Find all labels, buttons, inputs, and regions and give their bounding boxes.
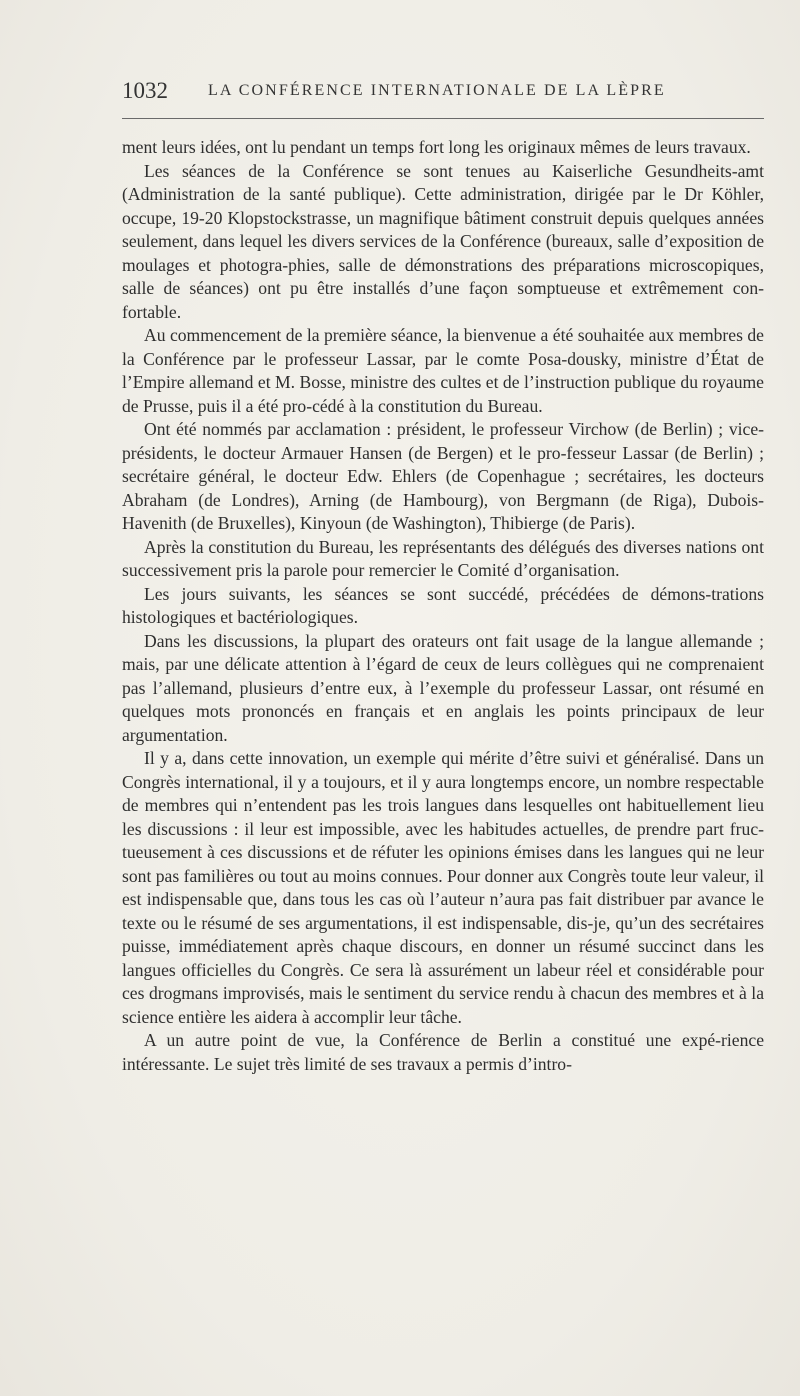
- header-rule: [122, 118, 764, 119]
- paragraph-innovation: Il y a, dans cette innovation, un exemple qui mérite d’être suivi et généralisé. Dans un Congrès international, il y a toujours, et il y aura longtemps encore, un nombre respectable de membres qui n’entendent pas les trois langues dans lesquelles ont habituellement lieu les discussions : il leur est impossible, avec les habitudes actuelles, de prendre part fruc-tueusement à ces discussions et de réfuter les opinions émises dans les langues qui ne leur sont pas familières ou tout au moins connues. Pour donner aux Congrès toute leur valeur, il est indispensable que, dans tous les cas où l’auteur n’aura pas fait distribuer par avance le texte ou le résumé de ses argumentations, il est indispensable, dis-je, qu’un des secrétaires puisse, immédiatement après chaque discours, en donner un résumé succinct dans les langues officielles du Congrès. Ce sera là assurément un labeur réel et considérable pour ces drogmans improvisés, mais le sentiment du service rendu à chacun des membres et à la science entière les aidera à accomplir leur tâche.: [122, 748, 764, 1027]
- paragraph-discussions: Dans les discussions, la plupart des orateurs ont fait usage de la langue allemande ; mais, par une délicate attention à l’égard de ceux de leurs collègues qui ne comprenaient pas l’allemand, plusieurs d’entre eux, à l’exemple du professeur Lassar, ont résumé en quelques mots prononcés en français et en anglais les points principaux de leur argumentation.: [122, 630, 764, 745]
- running-header: [122, 78, 762, 108]
- paragraph-representants: Après la constitution du Bureau, les représentants des délégués des diverses nations ont successivement pris la parole pour remercier le Comité d’organisation.: [122, 536, 764, 580]
- running-title: LA CONFÉRENCE INTERNATIONALE DE LA LÈPRE: [208, 82, 666, 99]
- paragraph-nominations: Ont été nommés par acclamation : président, le professeur Virchow (de Berlin) ; vice-présidents, le docteur Armauer Hansen (de Bergen) et le pro-fesseur Lassar (de Berlin) ; secrétaire général, le docteur Edw. Ehlers (de Copenhague ; secrétaires, les docteurs Abraham (de Londres), Arning (de Hambourg), von Bergmann (de Riga), Dubois-Havenith (de Bruxelles), Kinyoun (de Washington), Thibierge (de Paris).: [122, 419, 764, 533]
- page-number: 1032: [122, 78, 168, 103]
- paragraph-commencement: Au commencement de la première séance, la bienvenue a été souhaitée aux membres de la Conférence par le professeur Lassar, par le comte Posa-dousky, ministre d’État de l’Empire allemand et M. Bosse, ministre des cultes et de l’instruction publique du royaume de Prusse, puis il a été pro-cédé à la constitution du Bureau.: [122, 325, 764, 416]
- paragraph-continuation: ment leurs idées, ont lu pendant un temps fort long les originaux mêmes de leurs travaux.: [122, 137, 751, 157]
- body-text: [122, 136, 764, 1076]
- paragraph-autre-point: A un autre point de vue, la Conférence de Berlin a constitué une expé-rience intéressante. Le sujet très limité de ses travaux a permis d’intro-: [122, 1030, 764, 1074]
- paragraph-seances: Les séances de la Conférence se sont tenues au Kaiserliche Gesundheits-amt (Administration de la santé publique). Cette administration, dirigée par le Dr Köhler, occupe, 19-20 Klopstockstrasse, un magnifique bâtiment construit depuis quelques années seulement, dans lequel les divers services de la Conférence (bureaux, salle d’exposition de moulages et photogra-phies, salle de démonstrations des préparations microscopiques, salle de séances) ont pu être installés d’une façon somptueuse et extrêmement con-fortable.: [122, 160, 764, 322]
- paragraph-jours-suivants: Les jours suivants, les séances se sont succédé, précédées de démons-trations histologiques et bactériologiques.: [122, 583, 764, 627]
